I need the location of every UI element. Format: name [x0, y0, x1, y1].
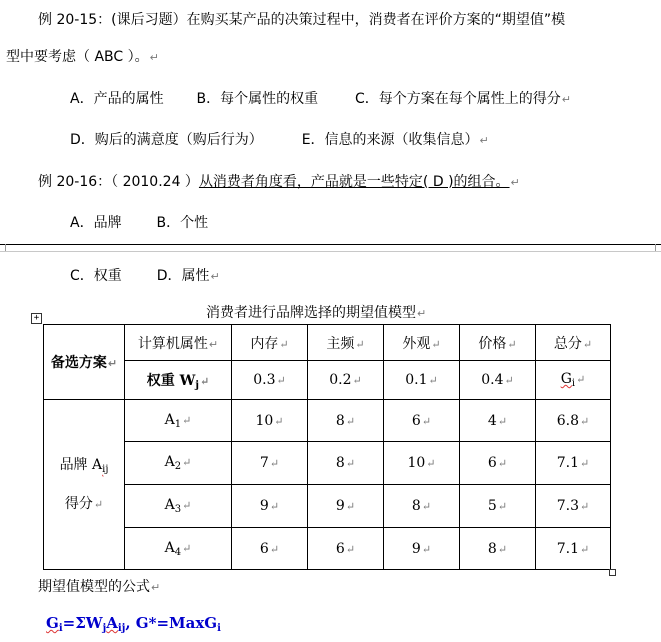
- question-1-line-2: 型中要考虑（ ABC ）。↵: [6, 49, 159, 65]
- brand-a3: $A_3↵$: [125, 485, 232, 528]
- question-2-options-row-2: C．权重 D．属性↵: [70, 268, 220, 284]
- option-b: B．每个属性的权重: [196, 91, 319, 107]
- score-cell: 10↵: [384, 442, 460, 485]
- attr-frequency: 主频↵: [308, 325, 384, 361]
- page-break: [0, 244, 661, 252]
- formula-title: 期望值模型的公式↵: [38, 579, 161, 595]
- score-cell: 4↵: [460, 400, 536, 442]
- question-1-options-row-1: A．产品的属性 B．每个属性的权重 C．每个方案在每个属性上的得分↵: [70, 91, 571, 107]
- score-cell: 9↵: [308, 485, 384, 528]
- option-c: C．权重: [70, 268, 122, 284]
- question-2-options-row-1: [70, 212, 208, 232]
- option-a: A．品牌: [70, 215, 122, 231]
- option-e: E．信息的来源（收集信息）: [301, 132, 479, 148]
- total-cell: 6.8↵: [536, 400, 611, 442]
- weight-total: $G_i↵$: [536, 361, 611, 400]
- score-cell: 6↵: [460, 442, 536, 485]
- attr-total: 总分↵: [536, 325, 611, 361]
- score-cell: 6↵: [384, 400, 460, 442]
- table-resize-handle[interactable]: [609, 569, 616, 576]
- row-header-cell: 备选方案↵: [44, 325, 125, 400]
- question-1-options-row-2: D．购后的满意度（购后行为） E．信息的来源（收集信息）↵: [70, 132, 489, 148]
- page-corner-right: [655, 244, 656, 251]
- weight-header-cell: 权重 $W_j↵$: [125, 361, 232, 400]
- table-move-handle[interactable]: +: [31, 313, 42, 324]
- option-a: A．产品的属性: [70, 91, 164, 107]
- attr-appearance: 外观↵: [384, 325, 460, 361]
- option-d: D．属性: [156, 268, 210, 284]
- score-cell: 8↵: [460, 528, 536, 570]
- score-cell: 9↵: [384, 528, 460, 570]
- option-b: B．个性: [156, 215, 209, 231]
- score-cell: 8↵: [308, 442, 384, 485]
- brand-a1: $A_1↵$: [125, 400, 232, 442]
- score-cell: 7↵: [232, 442, 308, 485]
- question-1-line-1: 例 20-15：(课后习题）在购买某产品的决策过程中，消费者在评价方案的“期望值”模: [38, 12, 566, 28]
- option-d: D．购后的满意度（购后行为）: [70, 132, 263, 148]
- brand-a4: $A_4↵$: [125, 528, 232, 570]
- option-c: C．每个方案在每个属性上的得分: [355, 91, 561, 107]
- page-corner-left: [5, 244, 6, 251]
- weight-memory: 0.3↵: [232, 361, 308, 400]
- total-cell: 7.3↵: [536, 485, 611, 528]
- attr-price: 价格↵: [460, 325, 536, 361]
- score-cell: 6↵: [232, 528, 308, 570]
- weight-appearance: 0.1↵: [384, 361, 460, 400]
- score-cell: 10↵: [232, 400, 308, 442]
- attr-memory: 内存↵: [232, 325, 308, 361]
- weight-price: 0.4↵: [460, 361, 536, 400]
- table-caption: 消费者进行品牌选择的期望值模型↵: [206, 305, 427, 321]
- attr-header-cell: 计算机属性↵: [125, 325, 232, 361]
- total-cell: 7.1↵: [536, 528, 611, 570]
- expected-value-formula: $G_i=\Sigma W_jA_{ij}$, G*=MaxG$_i$: [46, 614, 221, 634]
- score-cell: 8↵: [308, 400, 384, 442]
- expected-value-table: [43, 324, 611, 570]
- brand-score-group-label: 品牌 $A_{ij}$ 得分↵: [44, 400, 125, 570]
- weight-frequency: 0.2↵: [308, 361, 384, 400]
- brand-a2: $A_2↵$: [125, 442, 232, 485]
- score-cell: 9↵: [232, 485, 308, 528]
- question-2-stem: 例 20-16：（ 2010.24 ）从消费者角度看，产品就是一些特定( D )的组合。↵: [38, 174, 520, 190]
- score-cell: 5↵: [460, 485, 536, 528]
- total-cell: 7.1↵: [536, 442, 611, 485]
- score-cell: 8↵: [384, 485, 460, 528]
- score-cell: 6↵: [308, 528, 384, 570]
